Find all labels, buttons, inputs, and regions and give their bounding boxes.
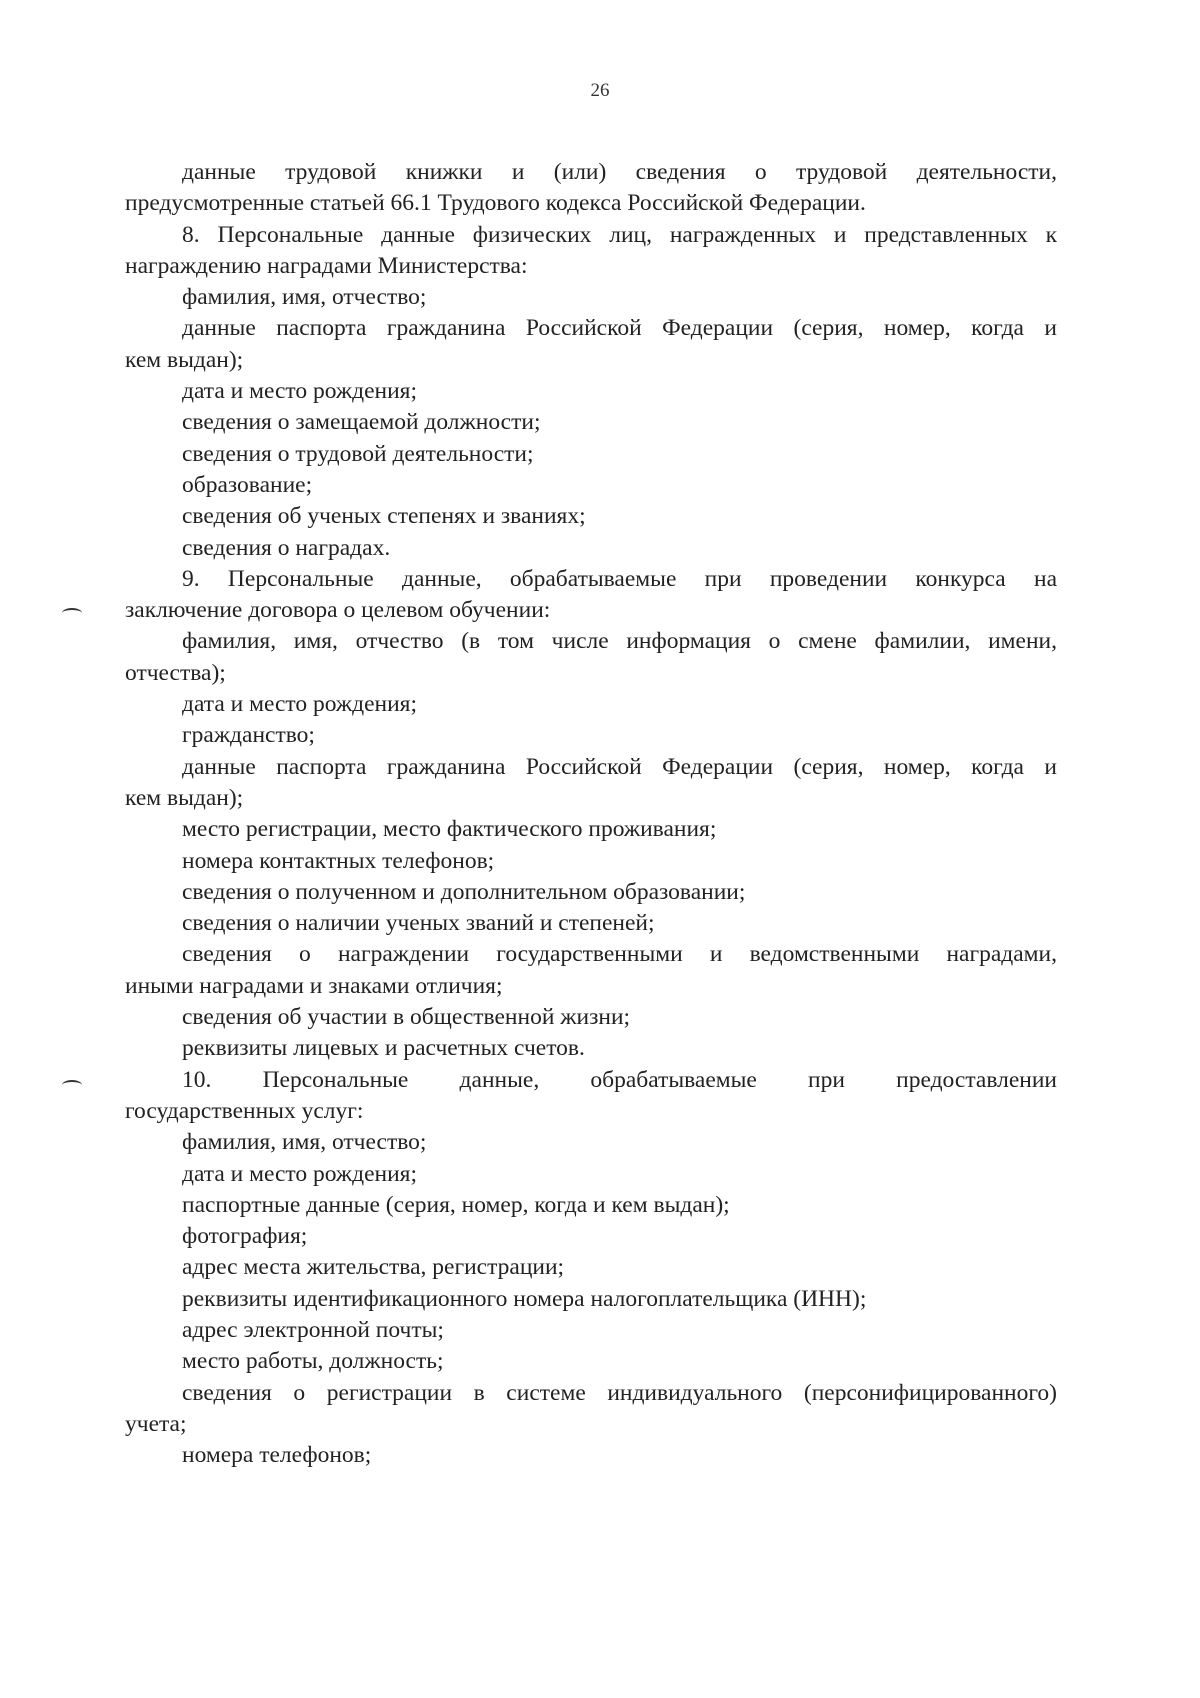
text-line: паспортные данные (серия, номер, когда и кем выдан);: [182, 1191, 730, 1218]
text-line: место работы, должность;: [182, 1348, 444, 1375]
margin-mark: [62, 1080, 82, 1090]
text-line: сведения об ученых степенях и званиях;: [182, 503, 586, 530]
text-line: дата и место рождения;: [182, 378, 418, 405]
text-line: учета;: [125, 1410, 187, 1437]
text-line: дата и место рождения;: [182, 691, 418, 718]
text-line: адрес места жительства, регистрации;: [182, 1254, 565, 1281]
text-line: кем выдан);: [125, 784, 244, 811]
text-line: заключение договора о целевом обучении:: [125, 597, 551, 624]
text-line: сведения о трудовой деятельности;: [182, 440, 534, 467]
text-line: государственных услуг:: [125, 1097, 364, 1124]
page-number: 26: [590, 80, 610, 101]
text-line: фамилия, имя, отчество;: [182, 1129, 427, 1156]
text-line: отчества);: [125, 659, 226, 686]
text-line: предусмотренные статьей 66.1 Трудового кодекса Российской Федерации.: [125, 190, 866, 217]
text-line: реквизиты лицевых и расчетных счетов.: [182, 1035, 585, 1062]
text-line: номера контактных телефонов;: [182, 847, 495, 874]
text-line: данные трудовой книжки и (или) сведения о трудовой деятельности,: [182, 159, 1057, 185]
text-line: образование;: [182, 471, 313, 498]
text-line: фамилия, имя, отчество;: [182, 284, 427, 311]
text-line: сведения о полученном и дополнительном образовании;: [182, 878, 746, 905]
text-line: сведения о наличии ученых званий и степеней;: [182, 910, 655, 937]
text-line: 9. Персональные данные, обрабатываемые при проведении конкурса на: [182, 565, 1057, 592]
text-line: сведения о регистрации в системе индивидуального (персонифицированного): [182, 1379, 1057, 1406]
text-line: иными наградами и знаками отличия;: [125, 972, 503, 999]
text-line: фотография;: [182, 1223, 308, 1250]
text-line: гражданство;: [182, 722, 315, 749]
text-line: дата и место рождения;: [182, 1160, 418, 1187]
text-line: фамилия, имя, отчество (в том числе информация о смене фамилии, имени,: [182, 628, 1057, 655]
text-line: 10. Персональные данные, обрабатываемые при предоставлении: [182, 1066, 1057, 1093]
text-line: данные паспорта гражданина Российской Федерации (серия, номер, когда и: [182, 315, 1057, 342]
margin-mark: [62, 608, 82, 618]
text-line: 8. Персональные данные физических лиц, награжденных и представленных к: [182, 221, 1057, 248]
document-body: [125, 157, 1057, 1471]
text-line: сведения об участии в общественной жизни;: [182, 1004, 631, 1031]
text-line: данные паспорта гражданина Российской Федерации (серия, номер, когда и: [182, 753, 1057, 780]
text-line: реквизиты идентификационного номера налогоплательщика (ИНН);: [182, 1285, 867, 1312]
text-line: номера телефонов;: [182, 1442, 372, 1469]
text-line: награждению наградами Министерства:: [125, 252, 528, 279]
text-line: сведения о наградах.: [182, 534, 391, 561]
text-line: сведения о замещаемой должности;: [182, 409, 541, 436]
text-line: адрес электронной почты;: [182, 1316, 444, 1343]
text-line: место регистрации, место фактического проживания;: [182, 816, 717, 843]
text-line: сведения о награждении государственными и ведомственными наградами,: [182, 941, 1057, 968]
text-line: кем выдан);: [125, 346, 244, 373]
